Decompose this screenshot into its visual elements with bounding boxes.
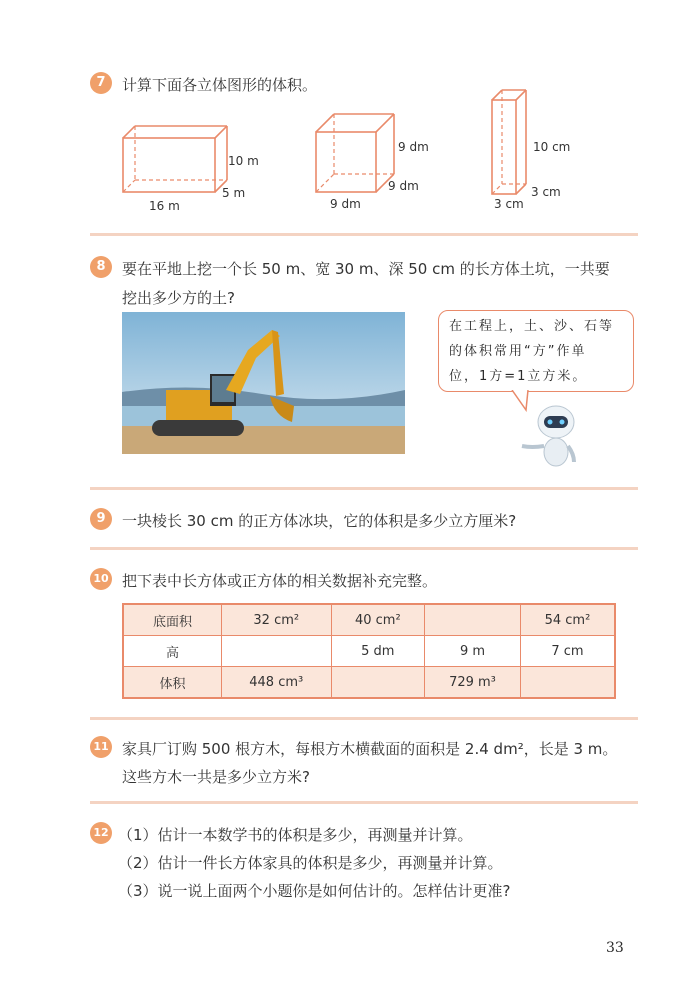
table-cell: 32 cm²	[222, 604, 332, 636]
table-cell	[425, 604, 521, 636]
row-header: 高	[123, 636, 222, 667]
page-number: 33	[606, 940, 624, 956]
dimension-label: 5 m	[222, 186, 246, 200]
sub-question: （1）估计一本数学书的体积是多少，再测量并计算。	[118, 826, 473, 844]
bubble-text: 在工程上，土、沙、石等	[449, 319, 615, 334]
bubble-text: 位，1方=1立方米。	[449, 369, 588, 384]
bubble-text: 的体积常用“方”作单	[449, 344, 587, 359]
question-number-badge: 7	[90, 72, 112, 94]
question-text: 这些方木一共是多少立方米?	[122, 768, 310, 786]
data-table	[122, 603, 616, 699]
table-cell: 7 cm	[520, 636, 615, 667]
question-text: 家具厂订购 500 根方木，每根方木横截面的面积是 2.4 dm²，长是 3 m。	[122, 740, 618, 758]
dimension-label: 9 dm	[330, 197, 361, 211]
question-text: 计算下面各立体图形的体积。	[122, 76, 318, 94]
table-cell	[331, 667, 425, 699]
table-row	[123, 667, 615, 699]
question-text: 要在平地上挖一个长 50 m、宽 30 m、深 50 cm 的长方体土坑，一共要	[122, 260, 610, 278]
table-cell: 729 m³	[425, 667, 521, 699]
dimension-label: 3 cm	[494, 197, 524, 211]
question-number-badge: 8	[90, 256, 112, 278]
section-divider	[90, 801, 638, 804]
dimension-label: 9 dm	[388, 179, 419, 193]
table-cell: 448 cm³	[222, 667, 332, 699]
row-header: 体积	[123, 667, 222, 699]
section-divider	[90, 547, 638, 550]
question-text: 一块棱长 30 cm 的正方体冰块，它的体积是多少立方厘米?	[122, 512, 517, 530]
question-number-badge: 9	[90, 508, 112, 530]
table-cell	[222, 636, 332, 667]
question-text: 把下表中长方体或正方体的相关数据补充完整。	[122, 572, 438, 590]
section-divider	[90, 487, 638, 490]
question-number-badge: 10	[90, 568, 112, 590]
question-text: 挖出多少方的土?	[122, 289, 235, 307]
sub-question: （2）估计一件长方体家具的体积是多少，再测量并计算。	[118, 854, 503, 872]
table-cell: 9 m	[425, 636, 521, 667]
dimension-label: 3 cm	[531, 185, 561, 199]
table-cell	[520, 667, 615, 699]
question-number-badge: 11	[90, 736, 112, 758]
robot-icon	[518, 400, 588, 470]
table-row	[123, 604, 615, 636]
row-header: 底面积	[123, 604, 222, 636]
dimension-label: 10 m	[228, 154, 259, 168]
dimension-label: 10 cm	[533, 140, 571, 154]
table-cell: 5 dm	[331, 636, 425, 667]
cuboid-figure	[488, 86, 530, 198]
table-row	[123, 636, 615, 667]
question-number-badge: 12	[90, 822, 112, 844]
cuboid-figure	[115, 118, 235, 198]
table-cell: 40 cm²	[331, 604, 425, 636]
excavator-photo	[122, 312, 405, 454]
section-divider	[90, 717, 638, 720]
dimension-label: 16 m	[149, 199, 180, 213]
dimension-label: 9 dm	[398, 140, 429, 154]
section-divider	[90, 233, 638, 236]
sub-question: （3）说一说上面两个小题你是如何估计的。怎样估计更准?	[118, 882, 511, 900]
speech-bubble	[438, 310, 634, 392]
table-cell: 54 cm²	[520, 604, 615, 636]
cube-figure	[310, 108, 400, 198]
